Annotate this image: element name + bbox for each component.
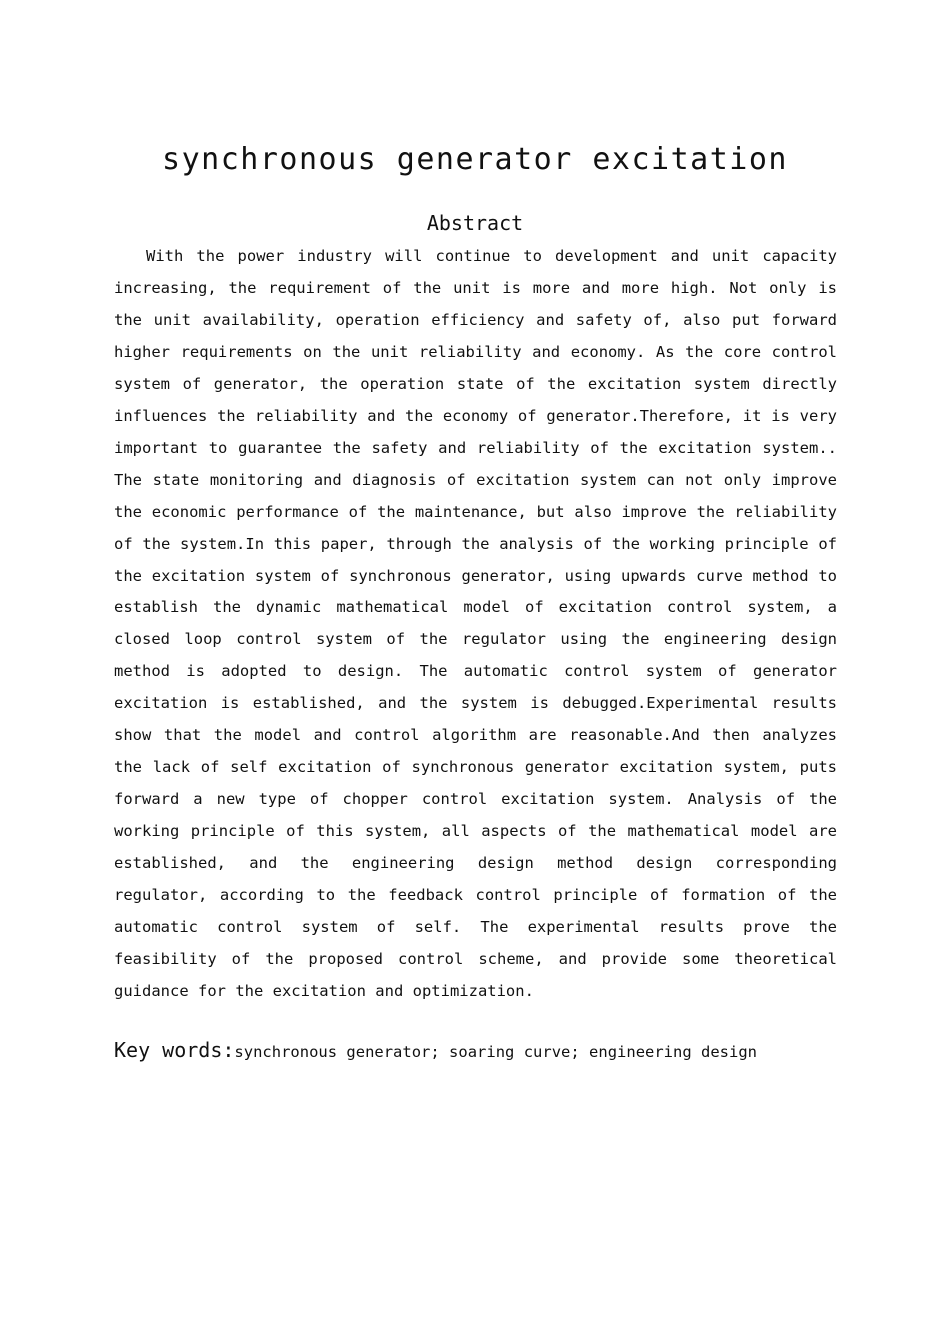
keywords-value: synchronous generator; soaring curve; engineering design xyxy=(234,1043,758,1061)
abstract-body: With the power industry will continue to development and unit capacity increasing, the requirement of the unit is more and more high. Not only is the unit availability, operation efficiency and safety of, also put forward higher requirements on the unit reliability and economy. As the core control system of generator, the operation state of the excitation system directly influences the reliability and the economy of generator.Therefore, it is very important to guarantee the safety and reliability of the excitation system.. The state monitoring and diagnosis of excitation system can not only improve the economic performance of the maintenance, but also improve the reliability of the system.In this paper, through the analysis of the working principle of the excitation system of synchronous generator, using upwards curve method to establish the dynamic mathematical model of excitation control system, a closed loop control system of the regulator using the engineering design method is adopted to design. The automatic control system of generator excitation is established, and the system is debugged.Experimental results show that the model and control algorithm are reasonable.And then analyzes the lack of self excitation of synchronous generator excitation system, puts forward a new type of chopper control excitation system. Analysis of the working principle of this system, all aspects of the mathematical model are established, and the engineering design method design corresponding regulator, according to the feedback control principle of formation of the automatic control system of self. The experimental results prove the feasibility of the proposed control scheme, and provide some theoretical guidance for the excitation and optimization. xyxy=(114,247,837,1000)
keywords-line xyxy=(114,1038,874,1062)
abstract-heading: Abstract xyxy=(426,211,524,235)
document-title: synchronous generator excitation xyxy=(162,142,788,177)
keywords-label: Key words: xyxy=(114,1038,235,1062)
